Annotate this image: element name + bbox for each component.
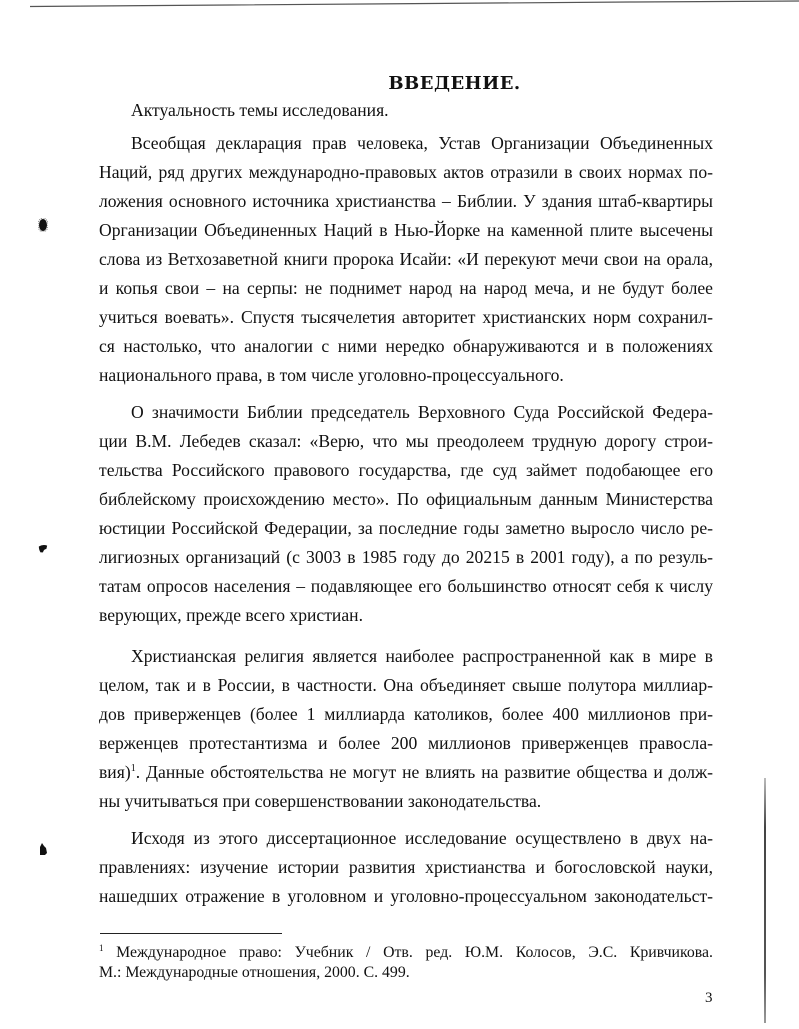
footnote-separator	[100, 933, 282, 934]
section-heading	[0, 73, 799, 94]
text-line: ны учитываться при совершенствовании законодательства.	[99, 791, 542, 811]
text-line: татам опросов населения – подавляющее его большинство относят себя к числу	[99, 576, 713, 596]
text-line: национального права, в том числе уголовно-процессуального.	[99, 365, 564, 385]
scan-edge-line	[30, 0, 799, 8]
subheading: Актуальность темы исследования.	[131, 100, 389, 120]
text-line: лигиозных организаций (с 3003 в 1985 году до 20215 в 2001 году), а по резуль-	[99, 547, 713, 567]
text-line: юстиции Российской Федерации, за последние годы заметно выросло число ре-	[99, 518, 713, 538]
text-line: правлениях: изучение истории развития христианства и богословской науки,	[99, 857, 713, 877]
text-line: учиться воевать». Спустя тысячелетия авторитет христианских норм сохранил-	[99, 307, 713, 327]
footnote-line: М.: Международные отношения, 2000. С. 499.	[99, 964, 410, 981]
text-line: ся настолько, что аналогии с ними нередко обнаруживаются и в положениях	[99, 336, 713, 356]
text-line: тельства Российского правового государства, где суд займет подобающее его	[99, 460, 713, 480]
footnote-line	[99, 944, 713, 962]
text-line: верженцев протестантизма и более 200 миллионов приверженцев правосла-	[99, 733, 713, 753]
footnote-marker: 1	[99, 943, 104, 953]
text-line: ции В.М. Лебедев сказал: «Верю, что мы преодолеем трудную дорогу строи-	[99, 431, 713, 451]
scan-margin-line	[764, 778, 766, 1023]
text-line: нашедших отражение в уголовном и уголовно-процессуальном законодательст-	[99, 886, 713, 906]
text-fragment: вия)	[99, 762, 131, 782]
text-line	[99, 762, 713, 782]
text-line: верующих, прежде всего христиан.	[99, 605, 363, 625]
text-fragment: . Данные обстоятельства не могут не влиять на развитие общества и долж-	[135, 762, 713, 782]
punch-hole-mark	[38, 543, 48, 555]
text-line: и копья свои – на серпы: не поднимет народ на народ меча, и не будут более	[99, 278, 713, 298]
text-line: О значимости Библии председатель Верховного Суда Российской Федера-	[131, 402, 713, 422]
text-line: слова из Ветхозаветной книги пророка Исайи: «И перекуют мечи свои на орала,	[99, 249, 713, 269]
text-line: целом, так и в России, в частности. Она объединяет свыше полутора миллиар-	[99, 675, 713, 695]
footnote-text: Международное право: Учебник / Отв. ред. Ю.М. Колосов, Э.С. Кривчикова.	[103, 944, 713, 961]
text-line: Исходя из этого диссертационное исследование осуществлено в двух на-	[131, 828, 713, 848]
footnote-reference[interactable]: 1	[130, 763, 136, 774]
text-line: ложения основного источника христианства – Библии. У здания штаб-квартиры	[99, 191, 713, 211]
text-line: Всеобщая декларация прав человека, Устав Организации Объединенных	[131, 133, 713, 153]
text-line: Христианская религия является наиболее распространенной как в мире в	[131, 646, 713, 666]
text-line: Наций, ряд других международно-правовых актов отразили в своих нормах по-	[99, 162, 713, 182]
text-line: Организации Объединенных Наций в Нью-Йорке на каменной плите высечены	[99, 220, 713, 240]
page-number: 3	[705, 990, 713, 1006]
text-line: библейскому происхождению место». По официальным данным Министерства	[99, 489, 713, 509]
text-line: дов приверженцев (более 1 миллиарда католиков, более 400 миллионов при-	[99, 704, 713, 724]
punch-hole-mark	[38, 218, 48, 232]
punch-hole-mark	[38, 842, 48, 856]
section-heading-text: ВВЕДЕНИЕ.	[388, 73, 521, 94]
